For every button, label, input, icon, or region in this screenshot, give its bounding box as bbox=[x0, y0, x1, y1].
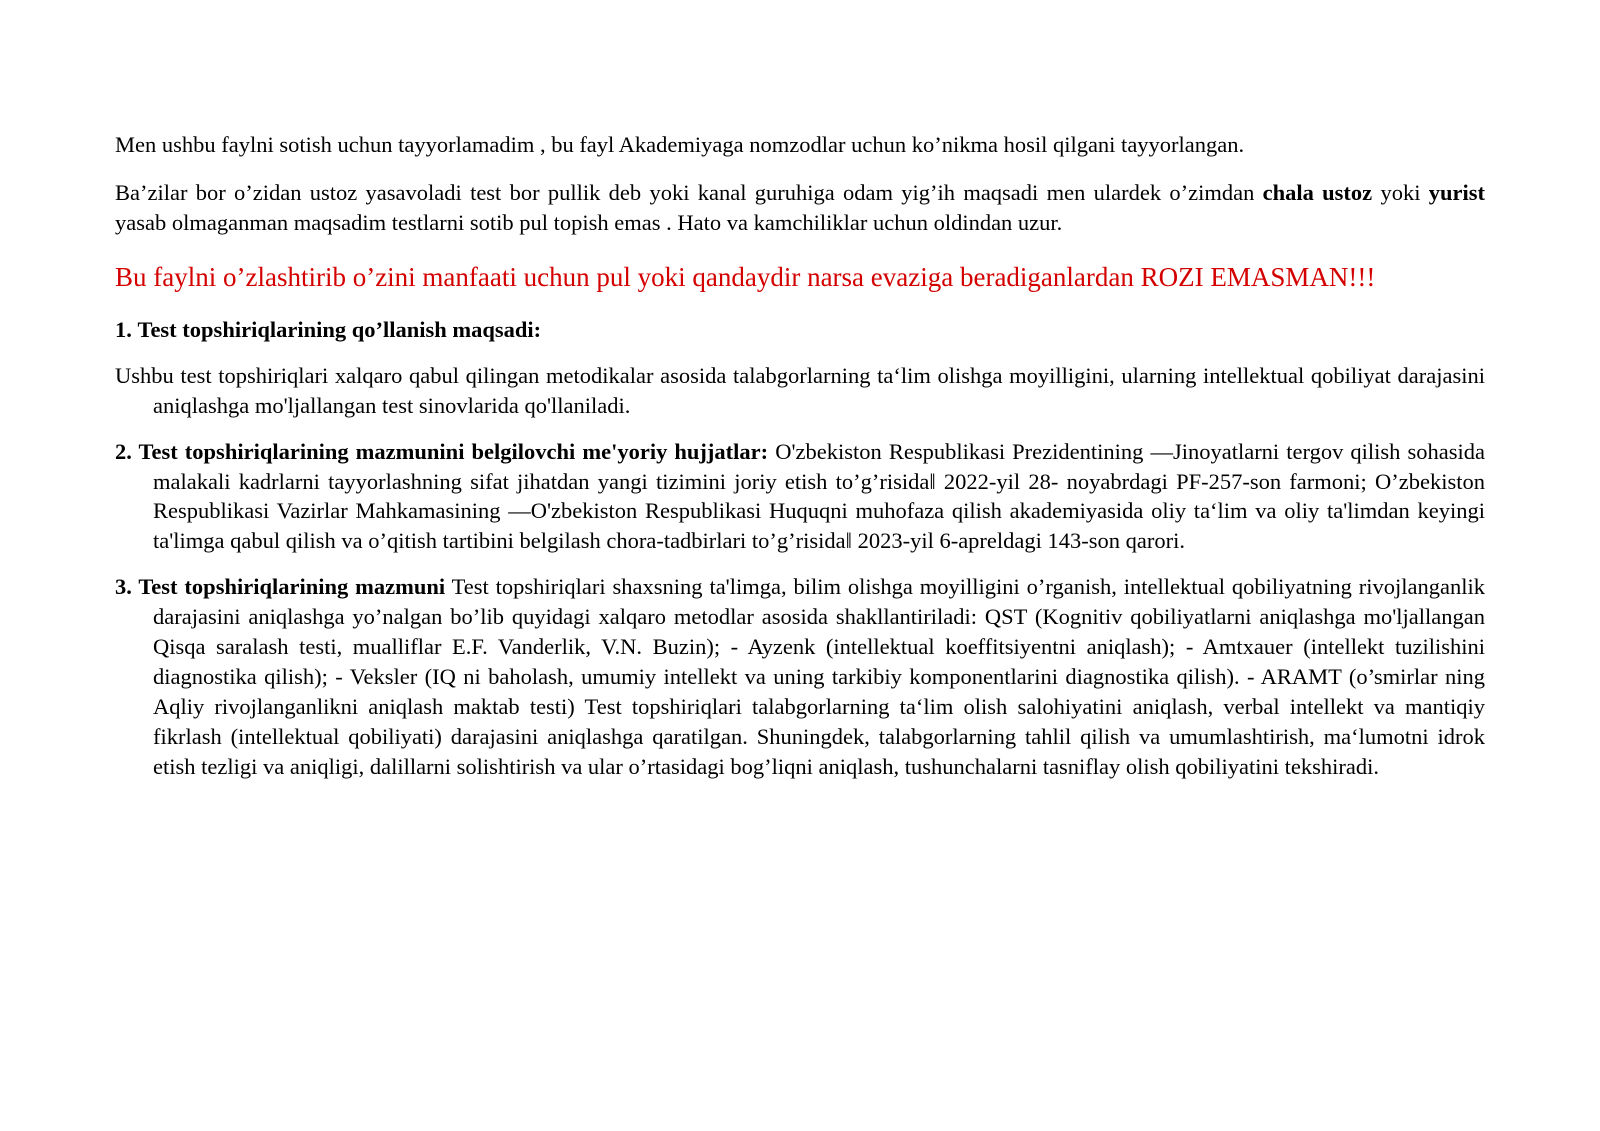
section-3-body: Test topshiriqlari shaxsning ta'limga, bilim olishga moyilligini o’rganish, intellektual qobiliyatning rivojlanganlik darajasini aniqlashga yo’nalgan bo’lib quyidagi xalqaro metodlar asosida shakllantiriladi: QST (Kognitiv qobiliyatlarni aniqlashga mo'ljallangan Qisqa saralash testi, mualliflar E.F. Vanderlik, V.N. Buzin); - Ayzenk (intellektual koeffitsiyentni aniqlash); - Amtxauer (intellekt tuzilishini diagnostika qilish); - Veksler (IQ ni baholash, umumiy intellekt va uning tarkibiy komponentlarini diagnostika qilish). - ARAMT (o’smirlar ning Aqliy rivojlanganlikni aniqlash maktab testi) Test topshiriqlari talabgorlarning ta‘lim olish salohiyatini aniqlash, verbal intellekt va mantiqiy fikrlash (intellektual qobiliyati) darajasini aniqlashga qaratilgan. Shuningdek, talabgorlarning tahlil qilish va umumlashtirish, ma‘lumotni idrok etish tezligi va aniqligi, dalillarni solishtirish va ular o’rtasidagi bog’liqni aniqlash, tushunchalarni tasniflay olish qobiliyatini tekshiradi. bbox=[153, 574, 1485, 779]
section-2-paragraph bbox=[115, 437, 1485, 557]
intro-paragraph-2 bbox=[115, 178, 1485, 238]
section-2-title: Test topshiriqlarining mazmunini belgilovchi me'yoriy hujjatlar: bbox=[131, 438, 769, 464]
section-3-number: 3. bbox=[115, 574, 132, 600]
warning-notice: Bu faylni o’zlashtirib o’zini manfaati uchun pul yoki qandaydir narsa evaziga beradiganlardan ROZI EMASMAN!!! bbox=[115, 261, 1376, 292]
section-2-body: O'zbekiston Respublikasi Prezidentining ―Jinoyatlarni tergov qilish sohasida malakali kadrlarni tayyorlashning sifat jihatdan yangi tizimini joriy etish to’g’risida‖ 2022-yil 28- noyabrdagi PF-257-son farmoni; O’zbekiston Respublikasi Vazirlar Mahkamasining ―O'zbekiston Respublikasi Huquqni muhofaza qilish akademiyasida oliy ta‘lim va oliy ta'limdan keyingi ta'limga qabul qilish va o’qitish tartibini belgilash chora-tadbirlari to’g’risida‖ 2023-yil 6-apreldagi 143-son qarori. bbox=[153, 438, 1485, 554]
section-1-title: Test topshiriqlarining qo’llanish maqsadi: bbox=[137, 316, 542, 342]
intro-bold-yurist: yurist bbox=[1428, 179, 1485, 205]
intro-text-part-3: yasab olmaganman maqsadim testlarni sotib pul topish emas . Hato va kamchiliklar uchun oldindan uzur. bbox=[115, 209, 1063, 235]
section-2-number: 2. bbox=[115, 438, 132, 464]
section-1-heading bbox=[115, 315, 1485, 345]
intro-paragraph-1: Men ushbu faylni sotish uchun tayyorlamadim , bu fayl Akademiyaga nomzodlar uchun ko’nikma hosil qilgani tayyorlangan. bbox=[115, 132, 1245, 157]
intro-text-part-1: Ba’zilar bor o’zidan ustoz yasavoladi test bor pullik deb yoki kanal guruhiga odam yig’ih maqsadi men ulardek o’zimdan bbox=[115, 179, 1263, 205]
intro-bold-chala-ustoz: chala ustoz bbox=[1262, 179, 1373, 205]
section-3-title: Test topshiriqlarining mazmuni bbox=[131, 574, 446, 600]
section-3-paragraph bbox=[115, 572, 1485, 781]
section-1-body: Ushbu test topshiriqlari xalqaro qabul qilingan metodikalar asosida talabgorlarning ta‘lim olishga moyilligini, ularning intellektual qobiliyat darajasini aniqlashga mo'ljallangan test sinovlarida qo'llaniladi. bbox=[115, 362, 1485, 418]
section-1-number: 1. bbox=[115, 316, 132, 342]
intro-text-part-2: yoki bbox=[1372, 179, 1429, 205]
